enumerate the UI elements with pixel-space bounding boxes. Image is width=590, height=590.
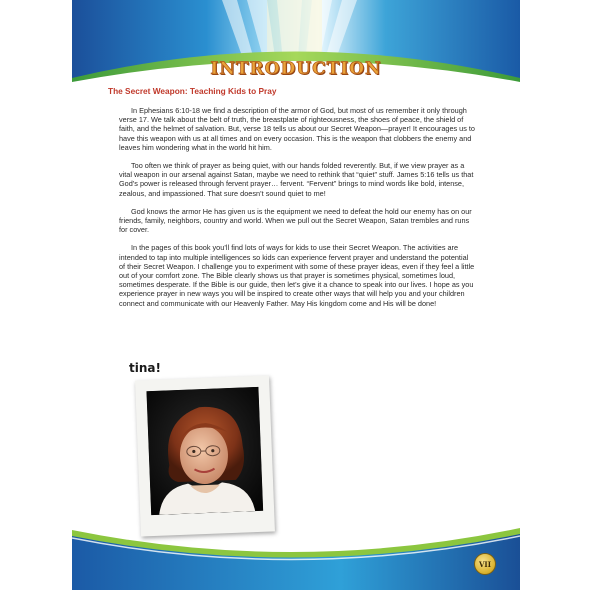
page-number-badge: VII — [474, 553, 496, 575]
author-portrait-image — [146, 387, 263, 515]
page-title: INTRODUCTION — [210, 59, 382, 79]
body-text — [119, 106, 475, 317]
author-photo-frame — [135, 375, 275, 536]
paragraph: In the pages of this book you’ll find lots of ways for kids to use their Secret Weapon. The activities are intended to tap into multiple intelligences so kids can experience fervent prayer and understand the potential of their Secret Weapon. I challenge you to experiment with some of these prayer ideas, even if they feel a little out of your comfort zone. The Bible clearly shows us that prayer is sometimes physical, sometimes loud, sometimes desperate. If the Bible is our guide, then let’s give it a chance to speak into our lives. I hope as you experience prayer in new ways you will be inspired to create other ways that will help you and your children connect and communicate with our Heavenly Father. May His kingdom come and His will be done! — [119, 243, 475, 308]
section-subtitle: The Secret Weapon: Teaching Kids to Pray — [108, 86, 277, 96]
footer-decorative-band — [72, 520, 520, 590]
paragraph: God knows the armor He has given us is the equipment we need to defeat the hold our enemy has on our friends, family, neighbors, country and world. When we pull out the Secret Weapon, Satan trembles and runs for cover. — [119, 206, 472, 235]
paragraph: In Ephesians 6:10-18 we find a description of the armor of God, but most of us remember it only through verse 17. We talk about the belt of truth, the breastplate of righteousness, the shoes of peace, the shield of faith, and the helmet of salvation. But, verse 18 tells us about our Secret Weapon—prayer! It encourages us to have this weapon with us at all times and on every occasion. This is the weapon that clobbers the enemy and leaves him wondering what in the world hit him. — [119, 106, 475, 152]
author-photo — [146, 387, 263, 515]
book-page — [72, 0, 520, 590]
author-signature: tina! — [129, 361, 161, 375]
paragraph: Too often we think of prayer as being quiet, with our hands folded reverently. But, if we view prayer as a vital weapon in our arsenal against Satan, maybe we need to rethink that “quiet” stuff. James 5:16 tells us that God’s power is released through fervent prayer… fervent. “Fervent” brings to mind words like bold, intense, zealous, and impassioned. That sure doesn’t sound quiet to me! — [119, 161, 474, 198]
